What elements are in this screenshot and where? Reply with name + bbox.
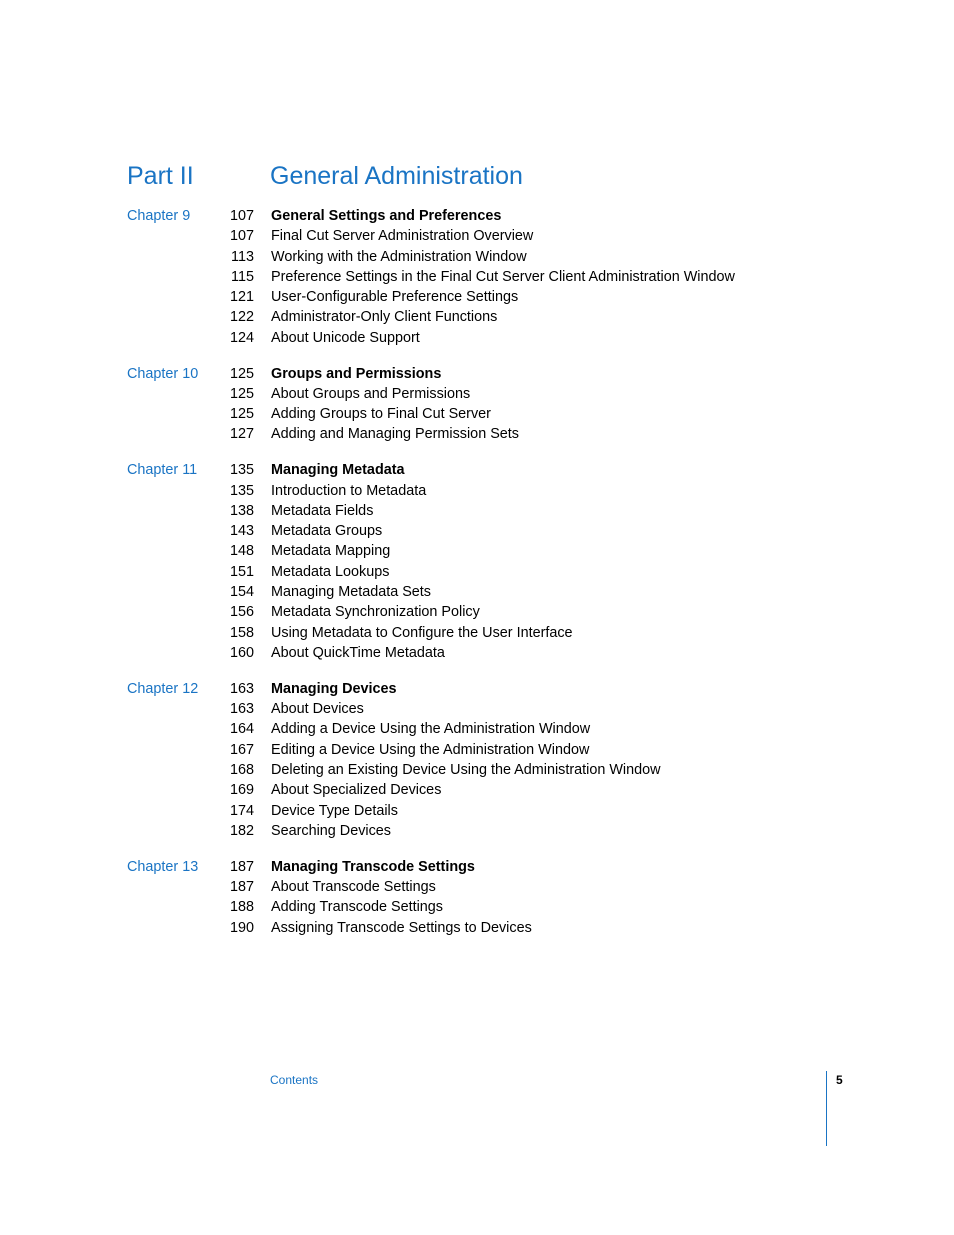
page-number: 174 <box>229 802 254 819</box>
page-number: 135 <box>229 462 254 479</box>
page-number: 182 <box>229 822 254 839</box>
section-title[interactable]: Assigning Transcode Settings to Devices <box>271 919 532 936</box>
section-title[interactable]: Metadata Lookups <box>271 563 390 580</box>
page-number: 167 <box>229 741 254 758</box>
toc-entry[interactable] <box>0 501 954 521</box>
chapter-title-row[interactable] <box>0 857 954 877</box>
toc-entry[interactable] <box>0 481 954 501</box>
chapter-title-row[interactable] <box>0 364 954 384</box>
toc-entry[interactable] <box>0 643 954 663</box>
section-title[interactable]: Adding a Device Using the Administration Window <box>271 721 591 738</box>
toc-entry[interactable] <box>0 801 954 821</box>
toc-entry[interactable] <box>0 247 954 267</box>
page-number: 125 <box>229 385 254 402</box>
section-title[interactable]: Working with the Administration Window <box>271 248 527 265</box>
chapter-label[interactable]: Chapter 12 <box>127 680 199 697</box>
toc-entry[interactable] <box>0 384 954 404</box>
chapter-title[interactable]: Managing Transcode Settings <box>271 858 475 875</box>
section-title[interactable]: Introduction to Metadata <box>271 482 427 499</box>
chapter-label[interactable]: Chapter 10 <box>127 365 199 382</box>
footer-page-number: 5 <box>836 1073 843 1087</box>
section-title[interactable]: Searching Devices <box>271 822 391 839</box>
toc-entry[interactable] <box>0 582 954 602</box>
section-title[interactable]: Adding Transcode Settings <box>271 899 443 916</box>
chapter-title[interactable]: Managing Metadata <box>271 462 405 479</box>
toc-entry[interactable] <box>0 521 954 541</box>
toc-entry[interactable] <box>0 740 954 760</box>
chapter-title[interactable]: Groups and Permissions <box>271 365 442 382</box>
page-number: 187 <box>229 878 254 895</box>
page-number: 154 <box>229 584 254 601</box>
chapter-block <box>0 364 954 445</box>
toc-entry[interactable] <box>0 918 954 938</box>
footer-section-label: Contents <box>270 1073 319 1087</box>
chapter-title-row[interactable] <box>0 206 954 226</box>
section-title[interactable]: Metadata Synchronization Policy <box>271 604 480 621</box>
toc-entry[interactable] <box>0 897 954 917</box>
section-title[interactable]: Adding Groups to Final Cut Server <box>271 406 491 423</box>
page-number: 190 <box>229 919 254 936</box>
page-number: 127 <box>229 426 254 443</box>
toc-entry[interactable] <box>0 226 954 246</box>
toc-entry[interactable] <box>0 287 954 307</box>
section-title[interactable]: Final Cut Server Administration Overview <box>271 228 534 245</box>
page-number: 113 <box>231 248 254 265</box>
section-title[interactable]: About Specialized Devices <box>271 782 442 799</box>
section-title[interactable]: Device Type Details <box>271 802 398 819</box>
section-title[interactable]: User-Configurable Preference Settings <box>271 289 519 306</box>
chapter-label[interactable]: Chapter 13 <box>127 858 199 875</box>
page-number: 156 <box>229 604 254 621</box>
chapter-block <box>0 857 954 938</box>
toc-entry[interactable] <box>0 780 954 800</box>
toc-entry[interactable] <box>0 821 954 841</box>
chapter-title-row[interactable] <box>0 679 954 699</box>
part-header <box>0 158 954 198</box>
toc-entry[interactable] <box>0 562 954 582</box>
section-title[interactable]: Metadata Mapping <box>271 543 391 560</box>
section-title[interactable]: Metadata Groups <box>271 523 383 540</box>
section-title[interactable]: Adding and Managing Permission Sets <box>271 426 519 443</box>
section-title[interactable]: About QuickTime Metadata <box>271 644 445 661</box>
section-title[interactable]: About Groups and Permissions <box>271 385 471 402</box>
chapter-block <box>0 206 954 348</box>
toc-entry[interactable] <box>0 623 954 643</box>
section-title[interactable]: About Devices <box>271 701 364 718</box>
toc-entry[interactable] <box>0 760 954 780</box>
page-number: 163 <box>229 701 254 718</box>
toc-entry[interactable] <box>0 541 954 561</box>
page-number: 122 <box>229 309 254 326</box>
section-title[interactable]: Editing a Device Using the Administration Window <box>271 741 590 758</box>
section-title[interactable]: About Transcode Settings <box>271 878 436 895</box>
toc-entry[interactable] <box>0 719 954 739</box>
part-title: General Administration <box>270 162 523 190</box>
toc-entry[interactable] <box>0 267 954 287</box>
toc-entry[interactable] <box>0 602 954 622</box>
toc-entry[interactable] <box>0 877 954 897</box>
page-number: 124 <box>229 329 254 346</box>
section-title[interactable]: About Unicode Support <box>271 329 420 346</box>
chapter-title[interactable]: General Settings and Preferences <box>271 208 502 224</box>
page-number: 164 <box>229 721 254 738</box>
section-title[interactable]: Preference Settings in the Final Cut Server Client Administration Window <box>271 268 735 285</box>
page-number: 107 <box>229 228 254 245</box>
chapter-label[interactable]: Chapter 11 <box>127 462 198 479</box>
section-title[interactable]: Deleting an Existing Device Using the Administration Window <box>271 761 661 778</box>
page-number: 148 <box>229 543 254 560</box>
section-title[interactable]: Administrator-Only Client Functions <box>271 309 498 326</box>
toc-entry[interactable] <box>0 328 954 348</box>
toc-entry[interactable] <box>0 404 954 424</box>
page-number: 138 <box>229 502 254 519</box>
chapter-block <box>0 460 954 663</box>
toc-entry[interactable] <box>0 424 954 444</box>
page-number: 115 <box>231 268 254 285</box>
page-number: 163 <box>229 680 254 697</box>
chapter-title-row[interactable] <box>0 460 954 480</box>
table-of-contents <box>0 206 954 953</box>
page-number: 158 <box>229 624 254 641</box>
section-title[interactable]: Metadata Fields <box>271 502 374 519</box>
page-number: 135 <box>229 482 254 499</box>
page-number: 125 <box>229 365 254 382</box>
page-number: 143 <box>229 523 254 540</box>
chapter-label[interactable]: Chapter 9 <box>127 208 191 224</box>
section-title[interactable]: Using Metadata to Configure the User Interface <box>271 624 573 641</box>
page-number: 168 <box>229 761 254 778</box>
footer-divider <box>826 1071 827 1146</box>
page-number: 107 <box>229 208 254 224</box>
part-label: Part II <box>127 162 194 190</box>
toc-entry[interactable] <box>0 307 954 327</box>
page-number: 187 <box>229 858 254 875</box>
page-number: 160 <box>229 644 254 661</box>
section-title[interactable]: Managing Metadata Sets <box>271 584 431 601</box>
chapter-block <box>0 679 954 841</box>
page-number: 121 <box>229 289 254 306</box>
page-number: 151 <box>229 563 254 580</box>
page-number: 188 <box>229 899 254 916</box>
toc-entry[interactable] <box>0 699 954 719</box>
chapter-title[interactable]: Managing Devices <box>271 680 397 697</box>
page-number: 169 <box>229 782 254 799</box>
page-number: 125 <box>229 406 254 423</box>
